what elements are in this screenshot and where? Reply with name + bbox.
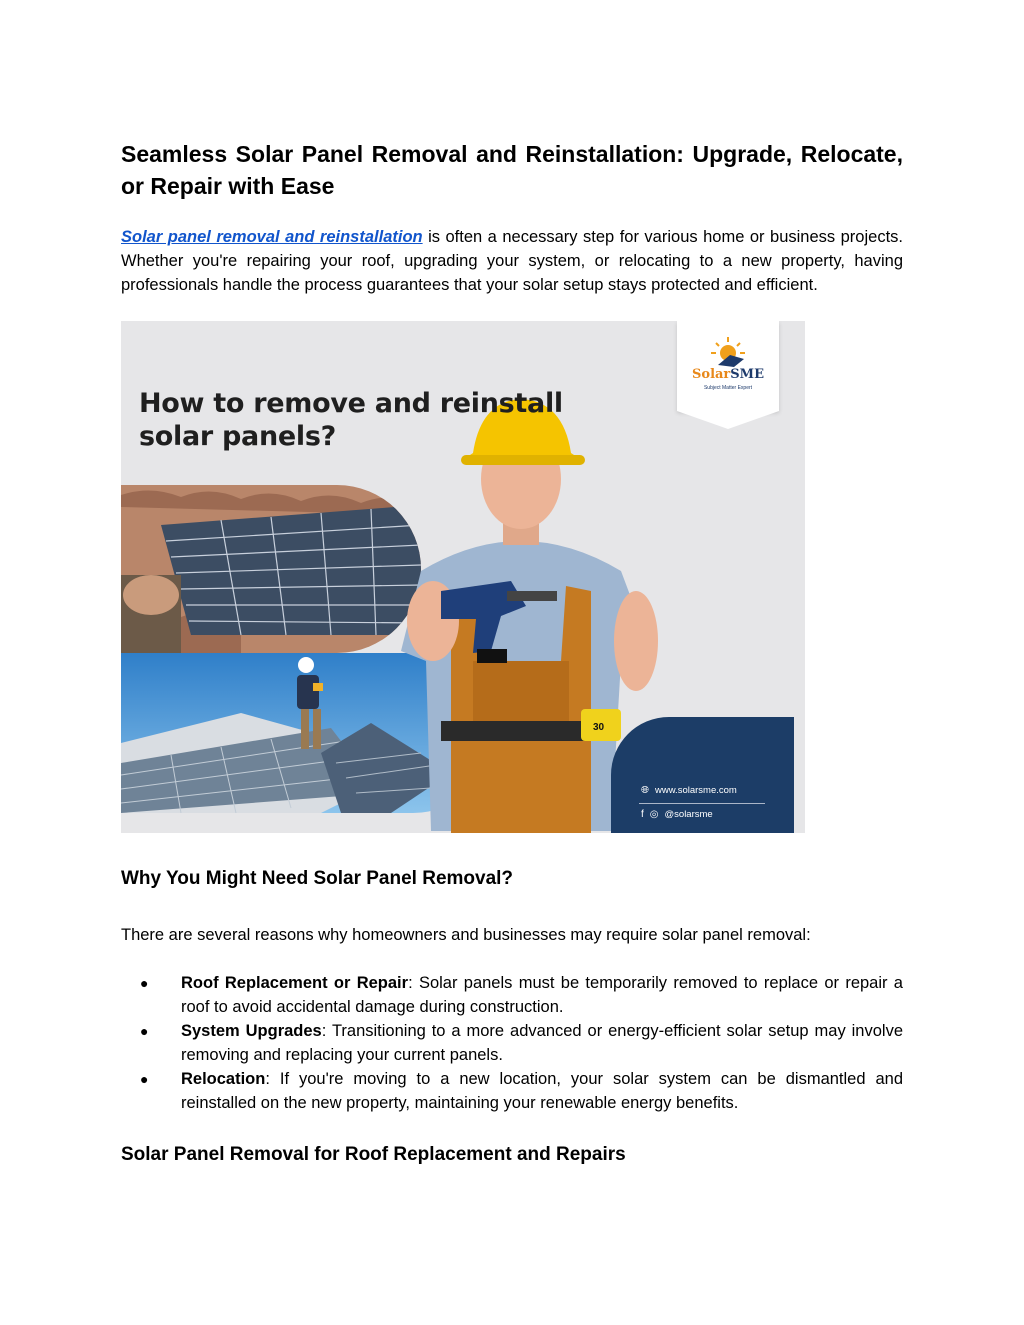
- solarsme-logo: [677, 321, 779, 411]
- sun-logo-icon: [710, 335, 746, 367]
- page-title: Seamless Solar Panel Removal and Reinstallation: Upgrade, Relocate, or Repair with Ease: [121, 141, 903, 199]
- social-handle: @solarsme: [664, 809, 713, 820]
- section-heading-roof: Solar Panel Removal for Roof Replacement and Repairs: [121, 1144, 626, 1165]
- list-item: [121, 1067, 903, 1115]
- reasons-list: [121, 971, 903, 1115]
- section-heading-why: Why You Might Need Solar Panel Removal?: [121, 868, 514, 889]
- globe-icon: 🌐︎: [641, 785, 649, 796]
- logo-tagline: Subject Matter Expert: [703, 385, 753, 391]
- tape-measure-label: 30: [593, 722, 605, 733]
- contact-divider: [639, 803, 765, 804]
- document-body: [121, 138, 903, 1167]
- website-text: www.solarsme.com: [655, 785, 737, 796]
- website-line: [641, 785, 737, 796]
- bullet-icon: ●: [140, 1023, 149, 1039]
- contact-box: [611, 717, 794, 833]
- hero-heading: How to remove and reinstall solar panels?: [139, 388, 563, 452]
- social-line: [641, 809, 713, 820]
- list-item-title: Relocation: [181, 1070, 266, 1088]
- hero-image: [121, 321, 805, 833]
- list-item: [121, 971, 903, 1019]
- facebook-icon: f: [641, 809, 644, 820]
- logo-brand: SolarSME: [692, 367, 764, 382]
- reasons-intro: There are several reasons why homeowners and businesses may require solar panel removal:: [121, 926, 811, 944]
- intro-text: is often a necessary step for various home or business projects. Whether you're repairing your roof, upgrading your system, or relocating to a new property, having professionals handle the process guarantees that your solar setup stays protected and efficient.: [121, 228, 903, 294]
- bullet-icon: ●: [140, 1071, 149, 1087]
- list-item-text: : Solar panels must be temporarily removed to replace or repair a roof to avoid accidental damage during construction.: [181, 974, 903, 1016]
- bullet-icon: ●: [140, 975, 149, 991]
- intro-paragraph: [121, 225, 903, 297]
- intro-link[interactable]: Solar panel removal and reinstallation: [121, 228, 423, 246]
- list-item-title: Roof Replacement or Repair: [181, 974, 409, 992]
- list-item-text: : If you're moving to a new location, your solar system can be dismantled and reinstalled on the new property, maintaining your renewable energy benefits.: [181, 1070, 903, 1112]
- instagram-icon: ◎: [649, 809, 659, 820]
- roof-panel-photo: [121, 485, 421, 653]
- list-item-title: System Upgrades: [181, 1022, 322, 1040]
- list-item: [121, 1019, 903, 1067]
- list-item-text: : Transitioning to a more advanced or energy-efficient solar setup may involve removing and replacing your current panels.: [181, 1022, 903, 1064]
